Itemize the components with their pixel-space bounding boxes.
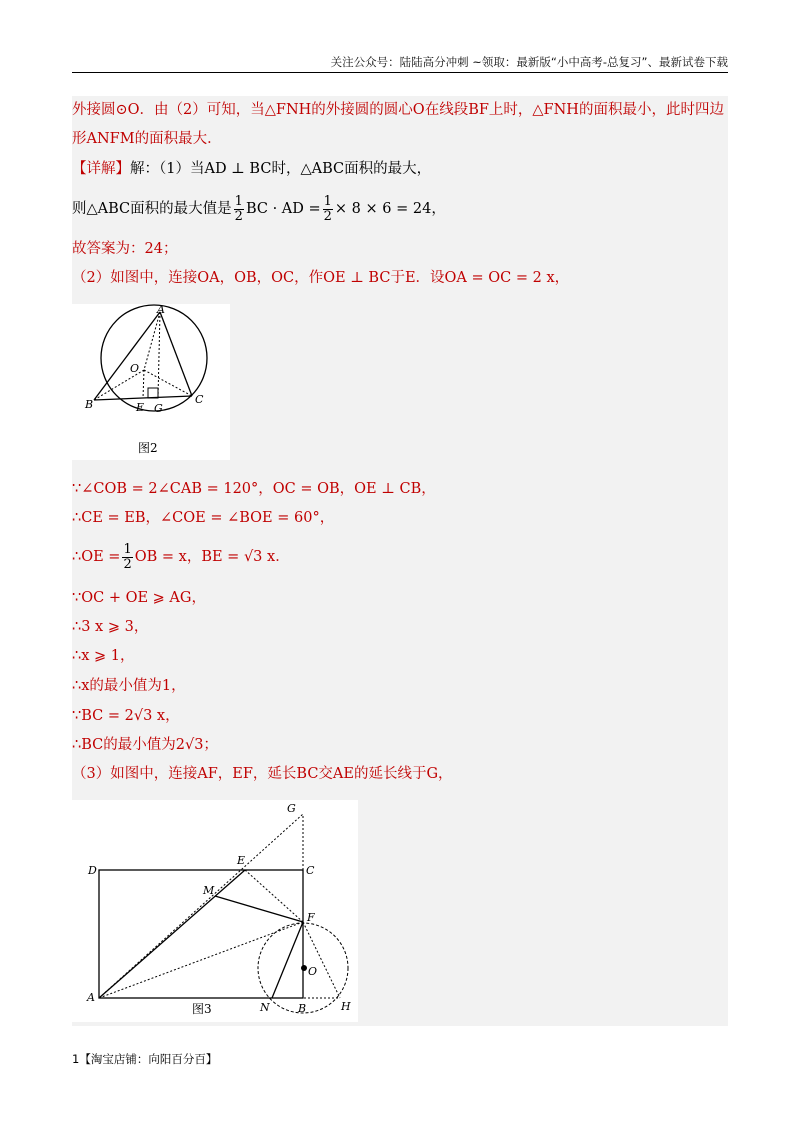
text-line-16: （3）如图中，连接AF，EF，延长BC交AE的延长线于G， <box>72 766 453 782</box>
fig2-label-G: G <box>154 402 163 415</box>
text-line-10: ∵OC + OE ⩾ AG， <box>72 590 206 606</box>
frac-den: 2 <box>234 208 243 224</box>
text-line-13: ∴x的最小值为1， <box>72 678 186 694</box>
fraction-half <box>234 195 244 224</box>
text-line-9 <box>72 542 290 572</box>
fig3-caption: 图3 <box>192 1002 212 1016</box>
fig3-label-F: F <box>307 911 315 924</box>
frac-num-3: 1 <box>123 541 132 557</box>
page-header <box>72 54 728 73</box>
text-line-1: 外接圆⊙O．由（2）可知，当△FNH的外接圆的圆心O在线段BF上时，△FNH的面积最小，此时四边 <box>72 102 724 118</box>
fig2-label-O: O <box>130 362 140 375</box>
figure-2-svg <box>72 304 230 460</box>
fig3-label-B: B <box>298 1002 307 1015</box>
solution-area <box>72 96 728 1026</box>
figure-2 <box>72 304 230 460</box>
page-footer: 1【淘宝店铺：向阳百分百】 <box>72 1052 218 1066</box>
text-line-8: ∴CE = EB，∠COE = ∠BOE = 60°， <box>72 510 335 526</box>
line9-pre: ∴OE = <box>72 549 121 565</box>
text-line-14: ∵BC = 2√3 x， <box>72 708 180 724</box>
text-line-2: 形ANFM的面积最大． <box>72 131 222 147</box>
fig2-label-E: E <box>136 401 145 414</box>
fig2-label-A: A <box>157 304 165 316</box>
text-line-7: ∵∠COB = 2∠CAB = 120°，OC = OB，OE ⊥ CB， <box>72 481 436 497</box>
text-line-15: ∴BC的最小值为2√3； <box>72 737 218 753</box>
frac-num: 1 <box>234 193 243 209</box>
fig3-label-C: C <box>306 864 315 877</box>
header-text: 关注公众号：陆陆高分冲刺 ~领取：最新版“小中高考-总复习”、最新试卷下载 <box>330 55 728 69</box>
fig3-label-H: H <box>341 1000 351 1013</box>
line4-pre: 则△ABC面积的最大值是 <box>72 201 232 217</box>
fig3-label-D: D <box>88 864 97 877</box>
text-line-4 <box>72 194 446 224</box>
detail-label: 【详解】 <box>72 161 130 177</box>
text-line-5: 故答案为：24； <box>72 241 178 257</box>
frac-den-2: 2 <box>323 208 332 224</box>
text-line-12: ∴x ⩾ 1， <box>72 648 135 664</box>
fig2-caption: 图2 <box>138 441 158 455</box>
line9-post: OB = x，BE = √3 x． <box>134 549 290 565</box>
figure-3 <box>72 800 358 1022</box>
fraction-half-2 <box>323 195 333 224</box>
figure-3-svg <box>72 800 358 1022</box>
text-line-6: （2）如图中，连接OA，OB，OC，作OE ⊥ BC于E．设OA = OC = 2 x， <box>72 270 570 286</box>
fig3-label-N: N <box>260 1001 270 1014</box>
fig2-label-B: B <box>85 398 94 411</box>
fig3-label-A: A <box>87 991 95 1004</box>
frac-num-2: 1 <box>323 193 332 209</box>
frac-den-3: 2 <box>123 556 132 572</box>
fig3-label-G: G <box>287 802 296 815</box>
fig3-label-M: M <box>203 884 215 897</box>
text-line-3-body: 解：（1）当AD ⊥ BC时，△ABC面积的最大， <box>130 161 432 177</box>
line4-mid: BC · AD = <box>245 201 321 217</box>
text-line-11: ∴3 x ⩾ 3， <box>72 619 149 635</box>
fig2-label-C: C <box>195 393 204 406</box>
line4-post: × 8 × 6 = 24， <box>334 201 446 217</box>
fraction-half-3 <box>122 543 132 572</box>
text-line-3 <box>72 159 431 179</box>
fig3-label-E: E <box>237 854 246 867</box>
fig3-label-O: O <box>308 965 318 978</box>
